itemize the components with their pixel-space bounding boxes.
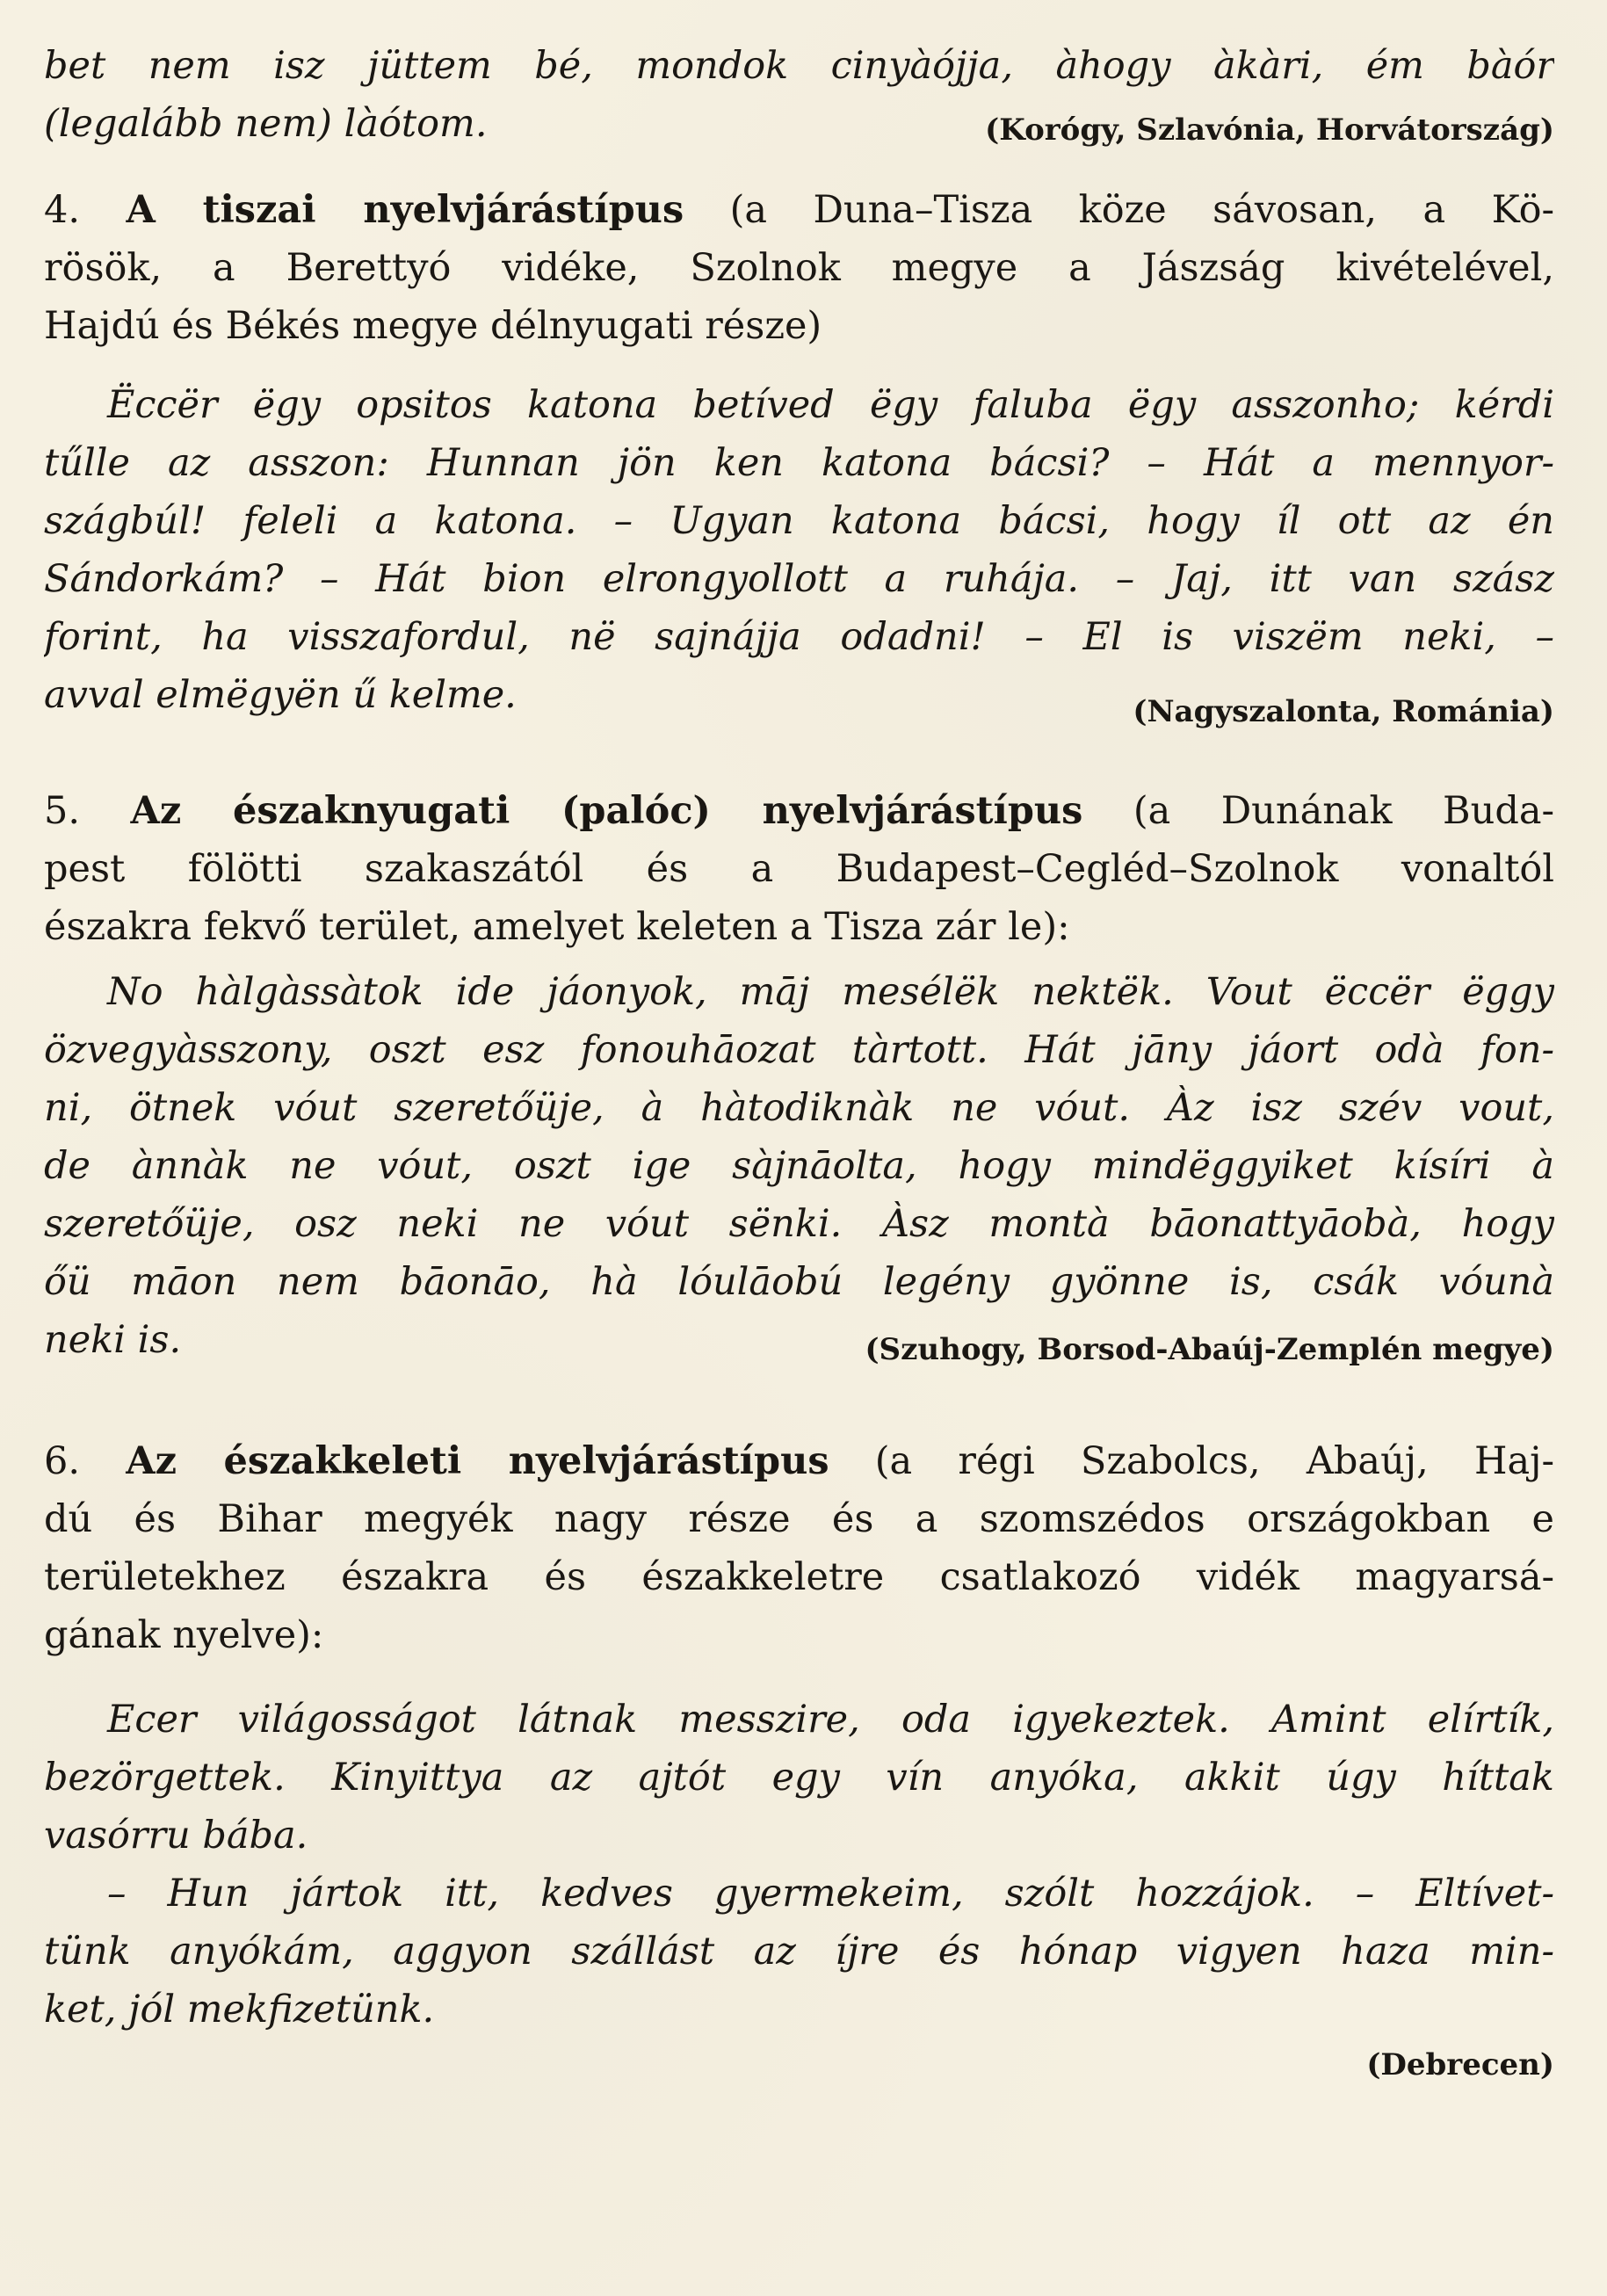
quote-line: de ànnàk ne vóut, oszt ige sàjnāolta, hogy mindëggyiket kísíri à (44, 1144, 1554, 1188)
intro-quote (44, 37, 1554, 151)
quote-line: özvegyàsszony, oszt esz fonouhāozat tàrtott. Hát jāny jáort odà fon- (44, 1028, 1554, 1072)
quote-line: szágbúl! feleli a katona. – Ugyan katona bácsi, hogy íl ott az én (44, 499, 1554, 543)
quote-line: tünk anyókám, aggyon szállást az íjre és hónap vigyen haza min- (44, 1930, 1554, 1974)
section-title: A tiszai nyelvjárástípus (126, 188, 684, 232)
quote-line: bezörgettek. Kinyittya az ajtót egy vín anyóka, akkit úgy híttak (44, 1756, 1554, 1800)
section-heading-line: rösök, a Berettyó vidéke, Szolnok megye a Jászság kivételével, (44, 246, 1554, 290)
section-heading-line: területekhez északra és északkeletre csatlakozó vidék magyarsá- (44, 1555, 1554, 1599)
quote-line: ket, jól mekfizetünk. (44, 1988, 435, 2032)
quote-line: Sándorkám? – Hát bion elrongyollott a ruhája. – Jaj, itt van szász (44, 557, 1554, 601)
quote-line: forint, ha visszafordul, në sajnájja odadni! – El is viszëm neki, – (44, 615, 1554, 659)
section-heading-line: Hajdú és Békés megye délnyugati része) (44, 304, 822, 348)
dialect-sample (44, 1691, 1554, 2086)
quote-line: No hàlgàssàtok ide jáonyok, māj mesélëk nektëk. Vout ëccër ëggy (107, 970, 1554, 1014)
section-number: 4. (44, 188, 81, 232)
section-heading-line: dú és Bihar megyék nagy része és a szomszédos országokban e (44, 1497, 1554, 1541)
dialect-sample (44, 963, 1554, 1371)
quote-line: – Hun jártok itt, kedves gyermekeim, szólt hozzájok. – Eltívet- (107, 1872, 1554, 1916)
quote-line: tűlle az asszon: Hunnan jön ken katona bácsi? – Hát a mennyor- (44, 441, 1554, 485)
section-description: (a Dunának Buda- (1082, 789, 1554, 833)
section-heading-line: északra fekvő terület, amelyet keleten a Tisza zár le): (44, 905, 1070, 949)
quote-line: neki is. (44, 1318, 182, 1362)
section-heading-line (44, 1432, 1554, 1490)
quote-line: vasórru bába. (44, 1814, 308, 1858)
quote-source: (Nagyszalonta, Románia) (1133, 694, 1554, 729)
section-heading-line: gának nyelve): (44, 1613, 324, 1657)
dialect-sample (44, 376, 1554, 733)
quote-line: avval elmëgyën ű kelme. (44, 673, 517, 717)
quote-line: ni, ötnek vóut szeretőüje, à hàtodiknàk ne vóut. Àz isz szév vout, (44, 1086, 1554, 1130)
quote-line: Ecer világosságot látnak messzire, oda igyekeztek. Amint elírtík, (107, 1698, 1554, 1742)
section-palocz (44, 782, 1554, 1371)
section-heading-line (44, 181, 1554, 239)
section-title: Az északnyugati (palóc) nyelvjárástípus (130, 789, 1083, 833)
quote-source: (Debrecen) (1366, 2047, 1554, 2082)
quote-line: őü māon nem bāonāo, hà lóulāobú legény gyönne is, csák vóunà (44, 1260, 1554, 1304)
section-number: 6. (44, 1439, 81, 1483)
section-heading-line: pest fölötti szakaszától és a Budapest–Cegléd–Szolnok vonaltól (44, 847, 1554, 891)
quote-source: (Korógy, Szlavónia, Horvátország) (985, 112, 1554, 148)
section-number: 5. (44, 789, 81, 833)
section-description: (a régi Szabolcs, Abaúj, Haj- (829, 1439, 1554, 1483)
section-title: Az északkeleti nyelvjárástípus (126, 1439, 829, 1483)
quote-line: (legalább nem) làótom. (44, 102, 488, 146)
section-heading-line (44, 782, 1554, 840)
quote-line: szeretőüje, osz neki ne vóut sënki. Àsz montà bāonattyāobà, hogy (44, 1202, 1554, 1246)
section-eszakkeleti (44, 1432, 1554, 2086)
section-description: (a Duna–Tisza köze sávosan, a Kö- (684, 188, 1554, 232)
quote-source: (Szuhogy, Borsod-Abaúj-Zemplén megye) (865, 1332, 1554, 1367)
quote-line: Ëccër ëgy opsitos katona betíved ëgy faluba ëgy asszonho; kérdi (107, 383, 1554, 427)
quote-line: bet nem isz jüttem bé, mondok cinyàójja, àhogy àkàri, ém bàór (44, 44, 1554, 88)
section-tiszai (44, 181, 1554, 733)
